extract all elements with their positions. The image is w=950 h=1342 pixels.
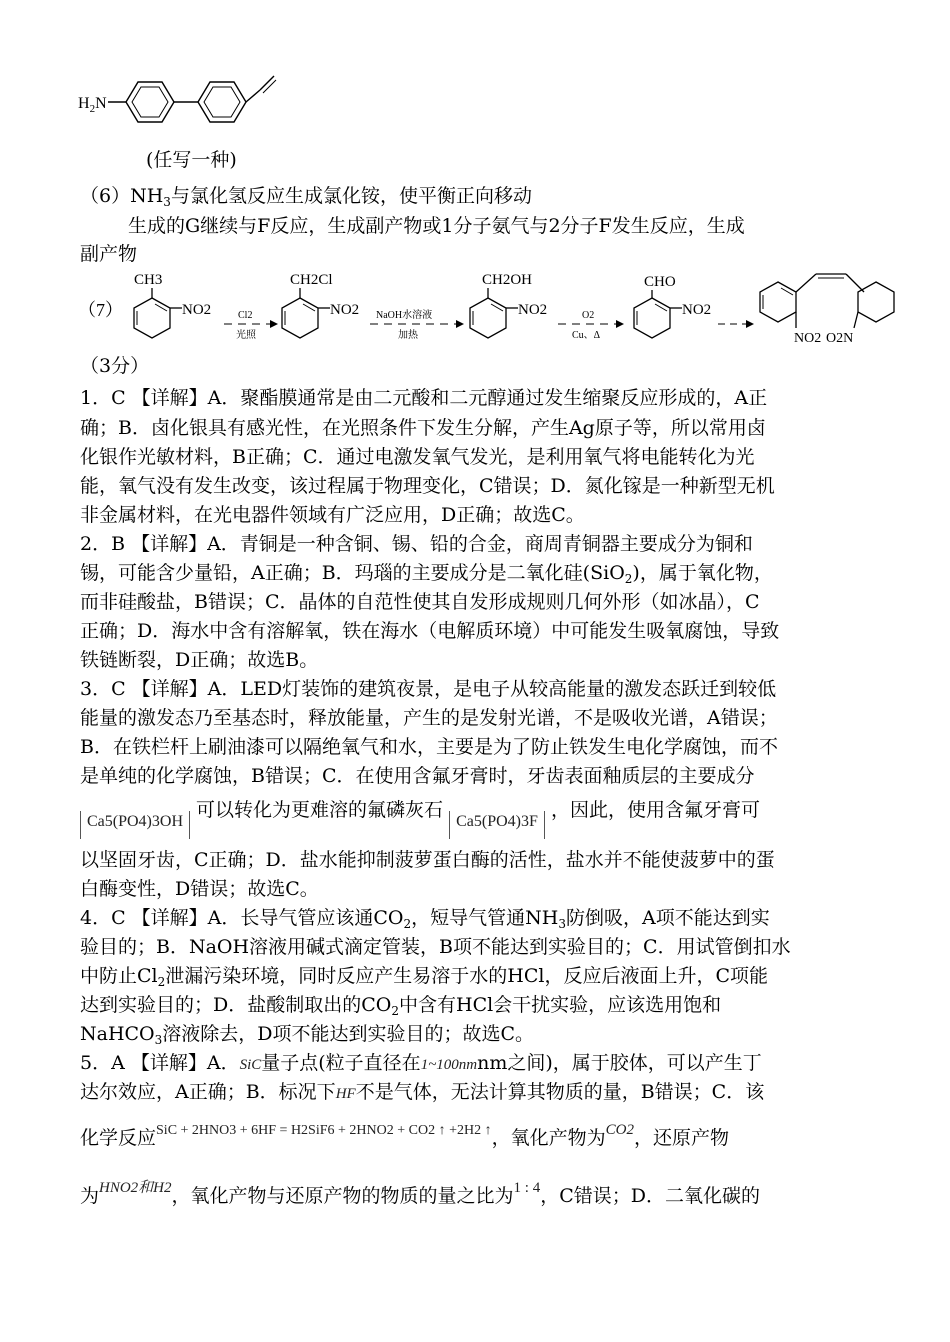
answer-5-line-3: 化学反应$^{SiC + 2HNO3 + 6HF = H2SiF6 + 2HNO2 + CO2 ↑ +2H2 ↑}$，氧化产物为$^{CO2}$，还原产物: [80, 1122, 729, 1149]
answer-5-line-4: 为$^{HNO2和H2}$，氧化产物与还原产物的物质的量之比为$^{1 : 4}$，C错误；D．二氧化碳的: [80, 1180, 760, 1207]
answer-2-line-5: 铁链断裂，D正确；故选B。: [80, 649, 319, 671]
formula-range: 1~100nm: [420, 1057, 478, 1073]
answer-4-line-1: 4．C 【详解】A．长导气管应该通$CO_2$，短导气管通$NH_3$防倒吸，A项不能达到实: [80, 907, 770, 931]
answer-3-line-3: B．在铁栏杆上刷油漆可以隔绝氧气和水，主要是为了防止铁发生电化学腐蚀，而不: [80, 736, 778, 758]
svg-text:CHO: CHO: [644, 274, 676, 290]
formula-sic: SiC: [239, 1057, 262, 1073]
benzyl-chloride-nitro: [282, 272, 359, 338]
svg-text:CH3: CH3: [134, 272, 163, 288]
formula-co2: CO2: [605, 1122, 634, 1138]
dinitrostilbene-product: [760, 274, 894, 346]
score-note: （3分）: [80, 355, 150, 377]
svg-text:加热: 加热: [398, 330, 418, 341]
answer-2-line-3: 而非硅酸盐，B错误；C．晶体的自范性使其自发形成规则几何外形（如冰晶），C: [80, 591, 760, 613]
answer-4-line-3: 中防止$Cl_2$泄漏污染环境，同时反应产生易溶于水的HCl，反应后液面上升，C项能: [80, 965, 768, 989]
answer-4-line-2: 验目的；B．NaOH溶液用碱式滴定管装，B项不能达到实验目的；C．用试管倒扣水: [80, 936, 791, 958]
svg-text:光照: 光照: [236, 330, 256, 341]
answer-3-line-2: 能量的激发态乃至基态时，释放能量，产生的是发射光谱，不是吸收光谱，A错误；: [80, 707, 778, 729]
q6-line-2: 生成的G继续与F反应，生成副产物或1分子氨气与2分子F发生反应，生成: [128, 215, 745, 237]
synthesis-route: [78, 266, 898, 350]
benzaldehyde-nitro: [634, 274, 711, 338]
svg-text:NO2: NO2: [794, 331, 822, 346]
any-one-note: (任写一种): [146, 149, 237, 171]
svg-text:NaOH水溶液: NaOH水溶液: [376, 310, 433, 321]
arrow-1: [224, 310, 278, 341]
answer-1-line-1: 1．C 【详解】A．聚酯膜通常是由二元酸和二元醇通过发生缩聚反应形成的，A正: [80, 387, 768, 409]
formula-ratio: 1 : 4: [513, 1180, 541, 1196]
biphenyl-structure: [76, 70, 316, 140]
svg-text:NO2: NO2: [682, 302, 712, 318]
svg-text:Cu、Δ: Cu、Δ: [572, 330, 601, 341]
formula-equation: SiC + 2HNO3 + 6HF = H2SiF6 + 2HNO2 + CO2 ↑ +2H2 ↑: [156, 1123, 492, 1138]
answer-2-line-1: 2．B 【详解】A．青铜是一种含铜、锡、铅的合金，商周青铜器主要成分为铜和: [80, 533, 753, 555]
svg-text:Cl2: Cl2: [238, 310, 253, 321]
answer-3-line-1: 3．C 【详解】A．LED灯装饰的建筑夜景，是电子从较高能量的激发态跃迁到较低: [80, 678, 777, 700]
svg-text:CH2OH: CH2OH: [482, 272, 533, 288]
answer-1-line-5: 非金属材料，在光电器件领域有广泛应用，D正确；故选C。: [80, 504, 585, 526]
arrow-4: [718, 320, 754, 328]
svg-text:O2: O2: [582, 310, 595, 321]
answer-5-line-1: 5．A 【详解】A．SiC量子点(粒子直径在1~100nmnm之间)，属于胶体，可以产生丁: [80, 1052, 762, 1074]
benzyl-alcohol-nitro: [470, 272, 547, 338]
svg-text:O2N: O2N: [826, 331, 854, 346]
q6-line-1: $(6)NH_3$与氯化氢反应生成氯化铵，使平衡正向移动: [80, 185, 532, 209]
answer-3-line-6: 以坚固牙齿，C正确；D．盐水能抑制菠萝蛋白酶的活性，盐水并不能使菠萝中的蛋: [80, 849, 775, 871]
answer-1-line-3: 化银作光敏材料，B正确；C．通过电激发氧气发光，是利用氧气将电能转化为光: [80, 446, 755, 468]
svg-text:CH2Cl: CH2Cl: [290, 272, 333, 288]
formula-hf: HF: [335, 1086, 356, 1102]
answer-3-line-5: Ca5(PO4)3OH 可以转化为更难溶的氟磷灰石 Ca5(PO4)3F ，因此，使用含氟牙膏可: [80, 796, 900, 839]
formula-hydroxyapatite: Ca5(PO4)3OH: [80, 811, 190, 839]
q6-line-3: 副产物: [80, 243, 138, 265]
toluene-nitro: [134, 272, 211, 338]
svg-text:NO2: NO2: [518, 302, 548, 318]
arrow-3: [558, 310, 624, 341]
answer-3-line-7: 白酶变性，D错误；故选C。: [80, 878, 319, 900]
answer-5-line-2: 达尔效应，A正确；B．标况下HF不是气体，无法计算其物质的量，B错误；C．该: [80, 1081, 765, 1103]
answer-2-line-4: 正确；D．海水中含有溶解氧，铁在海水（电解质环境）中可能发生吸氧腐蚀，导致: [80, 620, 780, 642]
amine-label: $H_2N$: [78, 95, 107, 115]
formula-reduction-products: HNO2和H2: [99, 1180, 172, 1196]
arrow-2: [370, 308, 464, 341]
formula-fluorapatite: Ca5(PO4)3F: [449, 811, 545, 839]
answer-1-line-4: 能，氧气没有发生改变，该过程属于物理变化，C错误；D．氮化镓是一种新型无机: [80, 475, 775, 497]
answer-4-line-4: 达到实验目的；D．盐酸制取出的$CO_2$中含有HCl会干扰实验，应该选用饱和: [80, 994, 722, 1018]
svg-text:NO2: NO2: [330, 302, 360, 318]
svg-text:NO2: NO2: [182, 302, 212, 318]
answer-1-line-2: 确；B．卤化银具有感光性，在光照条件下发生分解，产生Ag原子等，所以常用卤: [80, 417, 766, 439]
answer-2-line-2: 锡，可能含少量铅，A正确；B．玛瑙的主要成分是二氧化硅(SiO$_2$)，属于氧化物，: [80, 562, 773, 586]
answer-4-line-5: NaHCO$_3$溶液除去，D项不能达到实验目的；故选C。: [80, 1023, 535, 1047]
q7-label: （7）: [78, 300, 123, 320]
answer-3-line-4: 是单纯的化学腐蚀，B错误；C．在使用含氟牙膏时，牙齿表面釉质层的主要成分: [80, 765, 755, 787]
